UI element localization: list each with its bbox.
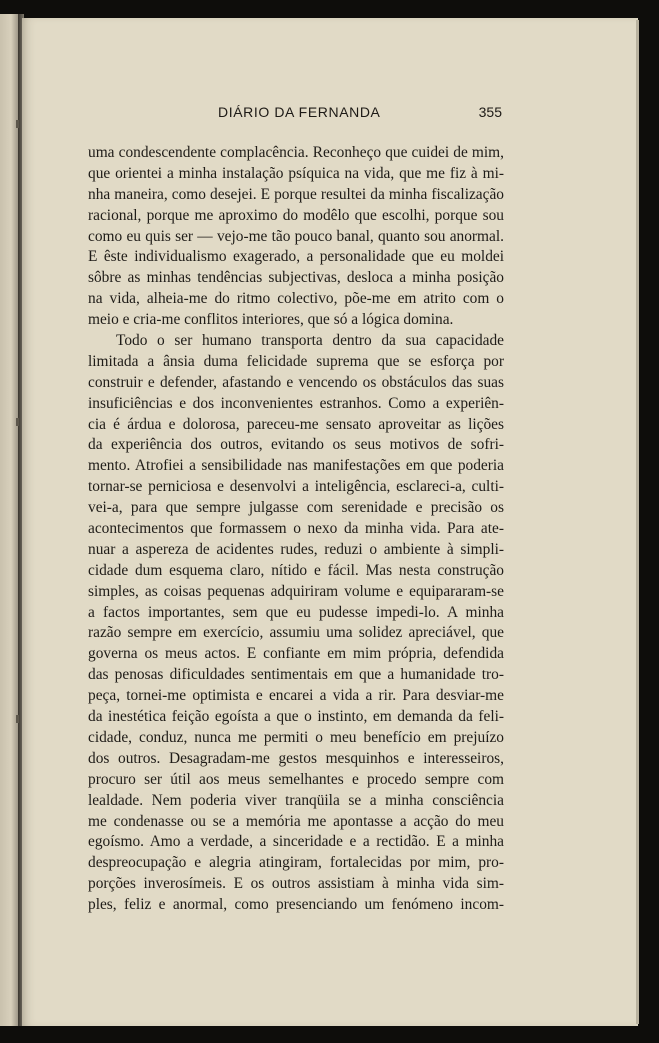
binding-stitch — [16, 418, 19, 426]
text-line: sôbre as minhas tendências subjectivas, desloca a minha posição — [88, 269, 504, 287]
page-number: 355 — [478, 104, 502, 120]
text-line: dos outros. Desagradam-me gestos mesquinhos e interesseiros, — [88, 749, 504, 767]
text-line: como eu quis ser — vejo-me tão pouco banal, quanto sou anormal. — [88, 227, 504, 245]
binding-stitch — [16, 120, 19, 128]
text-line: cidade, conduz, nunca me permiti o meu benefício em prejuízo — [88, 728, 504, 746]
text-line: simples, as coisas pequenas adquiriram volume e equipararam-se — [88, 582, 504, 600]
text-line: me condenasse ou se a memória me apontasse a acção do meu — [88, 812, 504, 830]
running-head-title: DIÁRIO DA FERNANDA — [218, 104, 381, 120]
text-line: procuro ser útil aos meus semelhantes e procedo sempre com — [88, 770, 504, 788]
body-text — [88, 143, 504, 916]
text-line: da experiência dos outros, evitando os seus motivos de sofri- — [88, 436, 504, 454]
text-line: a factos importantes, sem que eu pudesse impedi-lo. A minha — [88, 603, 504, 621]
text-line: cidade dum esquema claro, nítido e fácil. Mas nesta construção — [88, 561, 504, 579]
binding-stitch — [16, 715, 19, 723]
text-line: razão sempre em exercício, assumiu uma solidez apreciável, que — [88, 624, 504, 642]
text-line: das penosas dificuldades sentimentais em que a humanidade tro- — [88, 666, 504, 684]
text-line: governa os meus actos. E confiante em mim própria, defendida — [88, 645, 504, 663]
paragraph-first-line: Todo o ser humano transporta dentro da sua capacidade — [116, 332, 504, 350]
text-line: vei-a, para que sempre julgasse com serenidade e precisão os — [88, 499, 504, 517]
text-line: insuficiências e dos inconvenientes estranhos. Como a experiên- — [88, 394, 504, 412]
text-line: uma condescendente complacência. Reconheço que cuidei de mim, — [88, 144, 504, 161]
text-line: nuar a aspereza de acidentes rudes, reduzi o ambiente à simpli- — [88, 540, 504, 558]
text-line: porções inverosímeis. E os outros assistiam à minha vida sim- — [88, 875, 504, 893]
text-line: lealdade. Nem poderia viver tranqüila se a minha consciência — [88, 791, 504, 809]
text-line: despreocupação e alegria atingiram, fortalecidas por mim, pro- — [88, 854, 504, 872]
text-line: racional, porque me aproximo do modêlo que escolhi, porque sou — [88, 206, 504, 224]
text-line: acontecimentos que formassem o nexo da minha vida. Para ate- — [88, 520, 504, 538]
text-line: na vida, alheia-me do ritmo colectivo, põe-me em atrito com o — [88, 290, 504, 308]
text-line: peça, tornei-me optimista e encarei a vida a rir. Para desviar-me — [88, 687, 504, 705]
text-line: mento. Atrofiei a sensibilidade nas manifestações em que poderia — [88, 457, 504, 475]
text-line: tornar-se perniciosa e desenvolvi a inteligência, esclareci-a, culti- — [88, 478, 504, 496]
previous-page-edge — [0, 14, 20, 1026]
text-line: construir e defender, afastando e vencendo os obstáculos das suas — [88, 373, 504, 391]
text-line: E êste individualismo exagerado, a personalidade que eu moldei — [88, 248, 504, 266]
text-line: que orientei a minha instalação psíquica na vida, que me fiz à mi- — [88, 164, 504, 182]
text-line: da inestética feição egoísta a que o instinto, em demanda da feli- — [88, 708, 504, 726]
page-fore-edge — [636, 20, 639, 1024]
text-line: ples, feliz e anormal, como presenciando um fenómeno incom- — [88, 896, 504, 914]
text-line: limitada a ânsia duma felicidade suprema que se esforça por — [88, 352, 504, 370]
text-line: egoísmo. Amo a verdade, a sinceridade e a rectidão. E a minha — [88, 833, 504, 851]
text-line: nha maneira, como desejei. E porque resultei da minha fiscalização — [88, 185, 504, 203]
running-head — [88, 104, 502, 124]
text-line: meio e cria-me conflitos interiores, que só a lógica domina. — [88, 311, 454, 329]
text-line: cia é árdua e dolorosa, pareceu-me sensato aproveitar as lições — [88, 415, 504, 433]
